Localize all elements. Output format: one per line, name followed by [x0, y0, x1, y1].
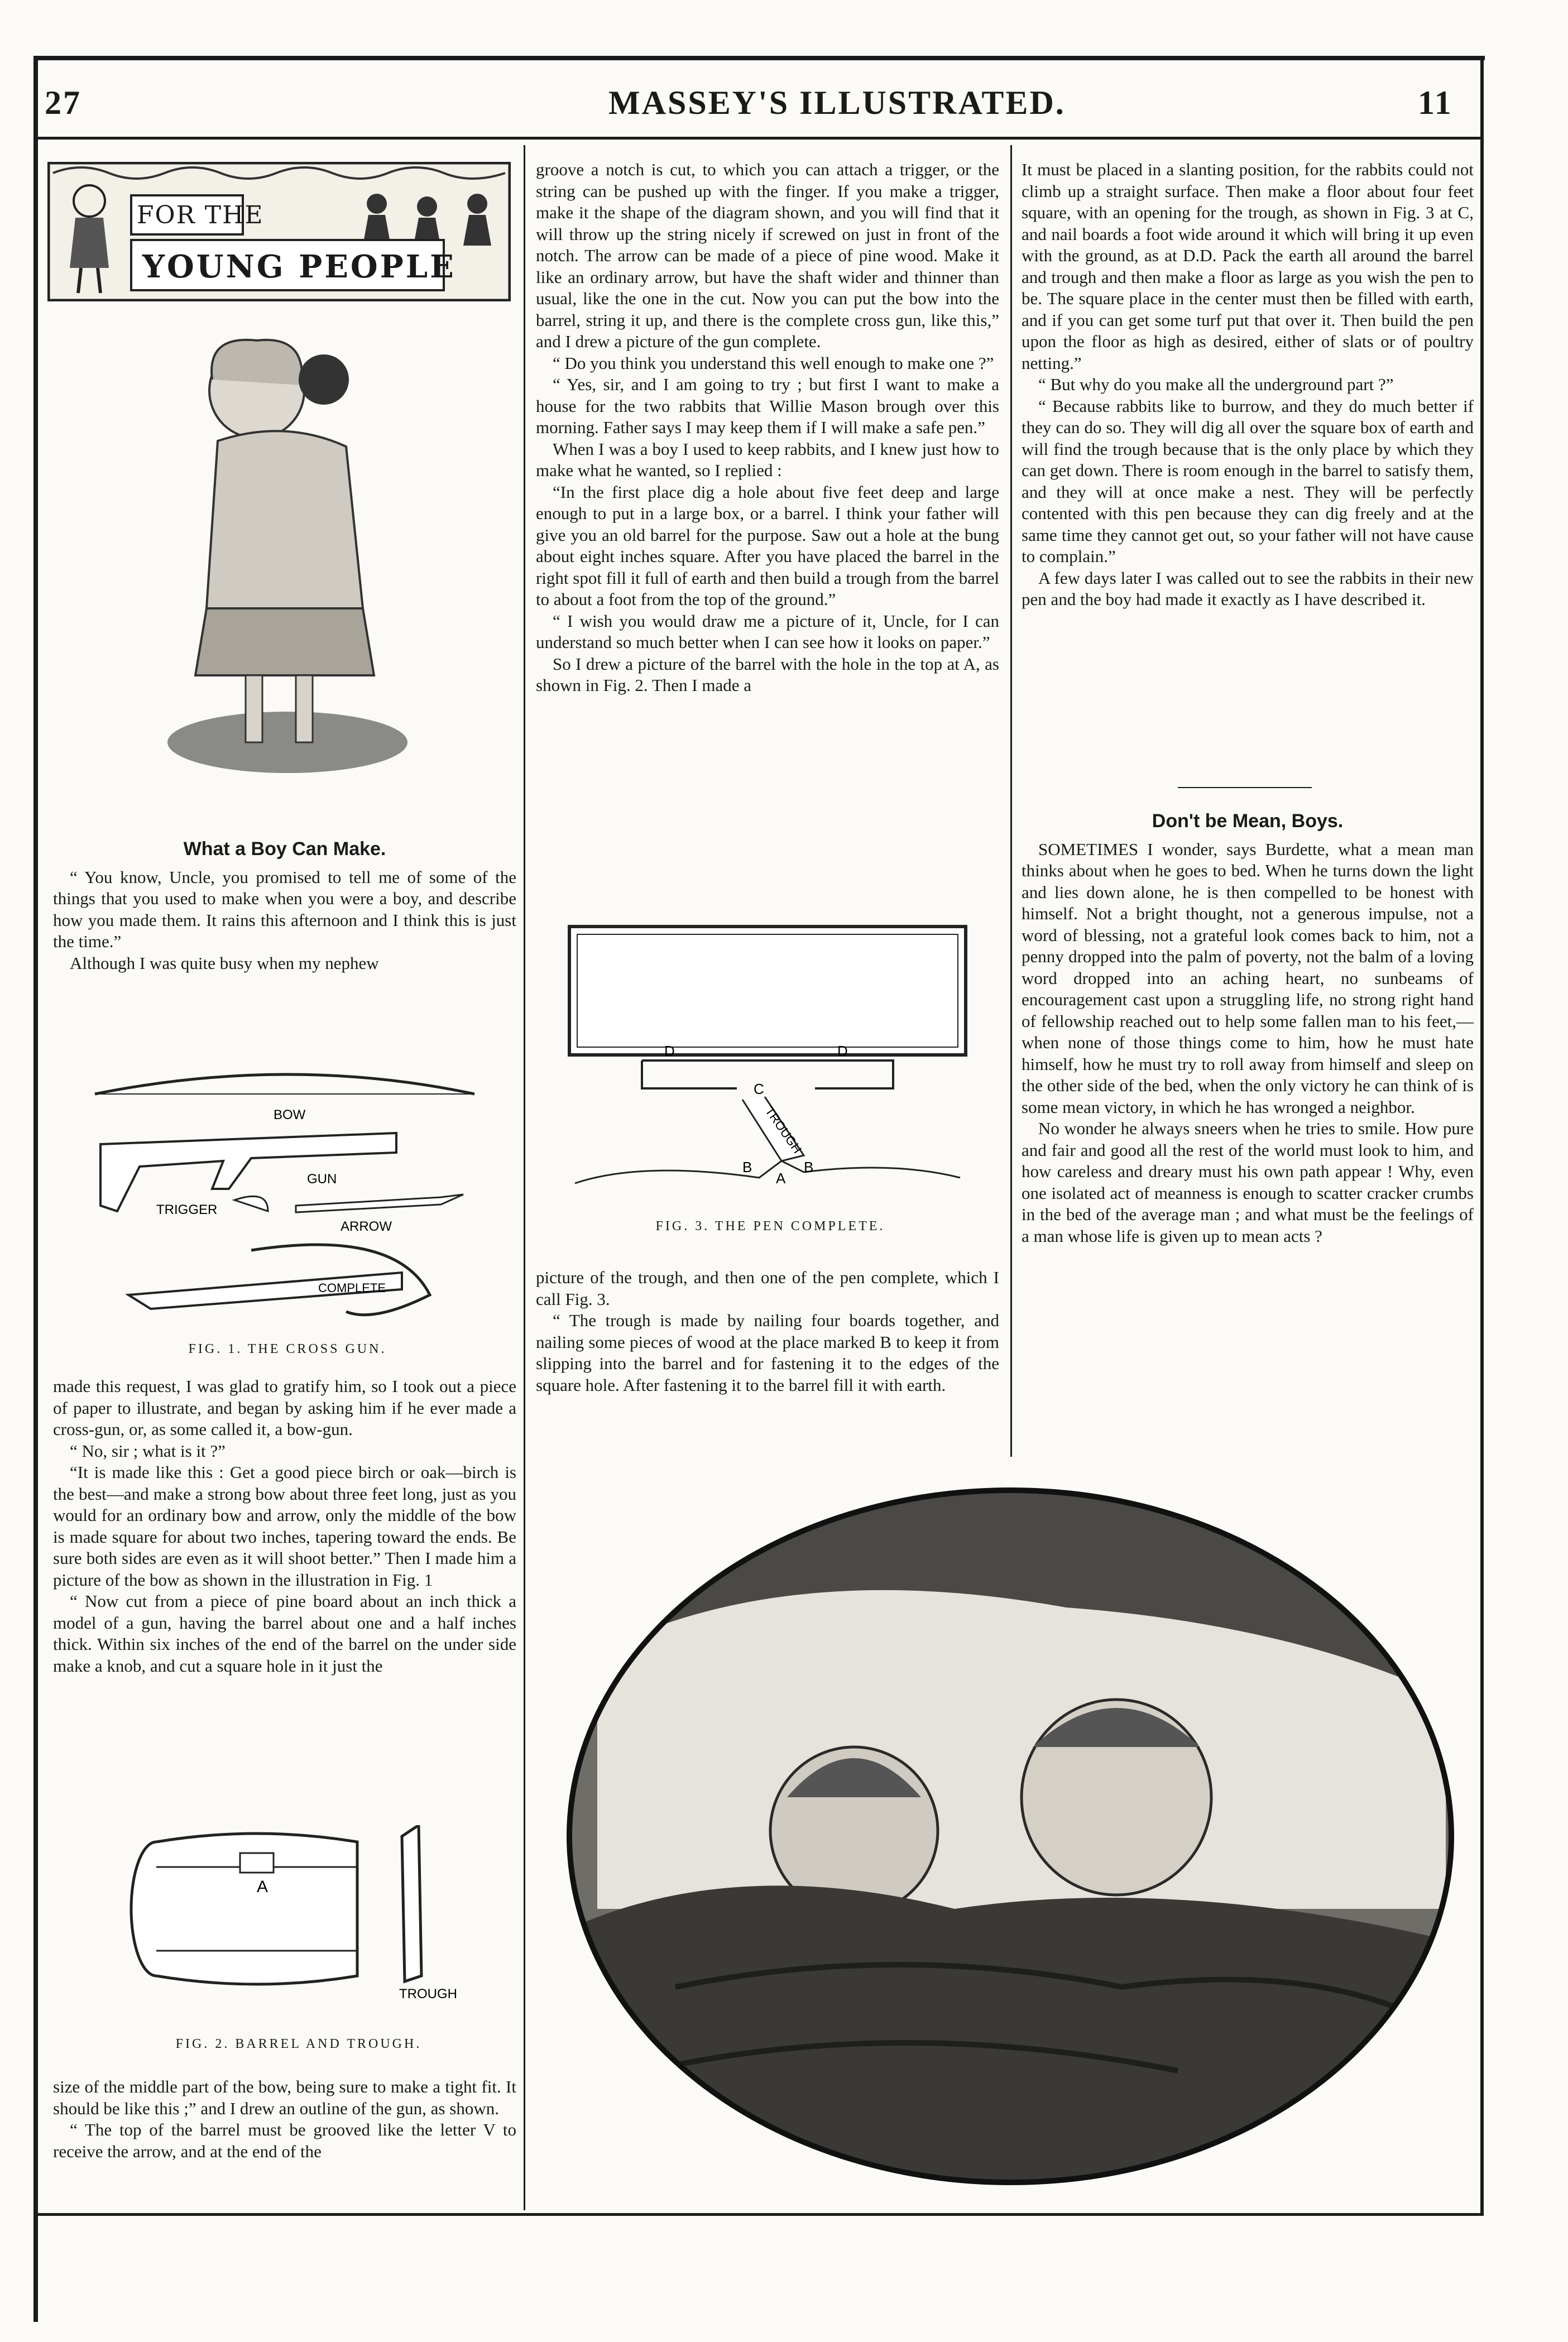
- paragraph: “ Now cut from a piece of pine board about an inch thick a model of a gun, having the barrel about one and a half inches thick. Within six inches of the end of the barrel on the under side make a knob, and cut a square hole in it just the: [53, 1591, 516, 1676]
- paragraph: made this request, I was glad to gratify him, so I took out a piece of paper to illustrate, and began by asking him if he ever made a cross-gun, or, as some called it, a bow-gun.: [53, 1376, 516, 1439]
- column-1-top: [53, 832, 516, 974]
- paragraph: size of the middle part of the bow, being sure to make a tight fit. It should be like this ;” and I drew an outline of the gun, as shown.: [53, 2077, 516, 2118]
- page-top-rule: [33, 56, 1485, 60]
- figure-1-caption: FIG. 1. THE CROSS GUN.: [188, 1342, 387, 1356]
- banner-line-2: YOUNG PEOPLE: [142, 248, 456, 285]
- paragraph: So I drew a picture of the barrel with the hole in the top at A, as shown in Fig. 2. Then I made a: [536, 654, 999, 695]
- article-separator: [1178, 787, 1312, 788]
- paragraph: “It is made like this : Get a good piece birch or oak—birch is the best—and make a strong bow about three feet long, just as you would for an ordinary bow and arrow, only the middle of the bow is made square for about two inches, tapering toward the ends. Be sure both sides are even as it will shoot better.” Then I made him a picture of the bow as shown in the illustration in Fig. 1: [53, 1462, 516, 1590]
- girl-with-doll-illustration: [162, 318, 413, 776]
- paragraph: It must be placed in a slanting position, for the rabbits could not climb up a straight surface. Then make a floor about four feet square, with an opening for the trough, as shown in Fig. 3 at C, and nail boards a foot wide around it which will bring it up even with the ground, as at D.D. Pack the earth all around the barrel and trough and then make a floor as large as you wish the pen to be. The square place in the center must then be filled with earth, and if you can get some turf put that over it. Then build the pen upon the floor as high as desired, either of slats or of poultry netting.”: [1022, 160, 1474, 373]
- paragraph: groove a notch is cut, to which you can attach a trigger, or the string can be pushed up with the finger. If you make a trigger, make it the shape of the diagram shown, and you will find that it will throw up the string nicely if screwed on just in front of the notch. The arrow can be made of a piece of pine wood. Make it like an ordinary arrow, but have the shaft wider and thinner than usual, like the one in the cut. Now you can put the bow into the barrel, string it up, and there is the complete cross gun, like this,” and I drew a picture of the gun complete.: [536, 160, 999, 351]
- fig1-label-arrow: ARROW: [341, 1219, 392, 1234]
- page-number-left: 27: [45, 84, 81, 121]
- fig3-label-b-left: B: [742, 1159, 752, 1175]
- column-1-middle: [53, 1376, 516, 1677]
- figure-2-barrel-and-trough: [117, 1825, 480, 2060]
- page-number-right: 11: [1418, 84, 1453, 121]
- footer-rule: [33, 2213, 1484, 2216]
- fig3-label-d-left: D: [664, 1043, 675, 1059]
- paragraph: A few days later I was called out to see the rabbits in their new pen and the boy had made it exactly as I have described it.: [1022, 568, 1474, 609]
- fig3-label-trough: TROUGH: [762, 1104, 805, 1156]
- fig3-label-d-right: D: [837, 1043, 848, 1059]
- paragraph: picture of the trough, and then one of the pen complete, which I call Fig. 3.: [536, 1268, 999, 1309]
- sleeping-children-illustration: [564, 1485, 1457, 2188]
- paragraph: “ Yes, sir, and I am going to try ; but first I want to make a house for the two rabbits that Willie Mason brough over this morning. Father says I may keep them if I will make a safe pen.”: [536, 375, 999, 437]
- paragraph: When I was a boy I used to keep rabbits, and I knew just how to make what he wanted, so I replied :: [536, 439, 999, 480]
- fig3-label-c: C: [754, 1081, 764, 1097]
- article-title-what-a-boy-can-make: What a Boy Can Make.: [183, 838, 386, 860]
- column-divider-1: [524, 145, 525, 2210]
- figure-2-caption: FIG. 2. BARREL AND TROUGH.: [175, 2037, 422, 2051]
- paragraph: “ Because rabbits like to burrow, and they do much better if they can do so. They will dig all over the square box of earth and will find the trough because that is the only place by which they can get down. There is room enough in the barrel to satisfy them, and they will at once make a nest. They will be perfectly contented with this pen because they can dig freely and at the same time they cannot get out, so your father will not have cause to complain.”: [1022, 396, 1474, 566]
- publication-title: MASSEY'S ILLUSTRATED.: [608, 84, 1066, 121]
- column-2-top: [536, 159, 999, 697]
- paragraph: SOMETIMES I wonder, says Burdette, what a mean man thinks about when he goes to bed. When he turns down the light and lies down alone, he is then compelled to be honest with himself. Not a bright thought, not a generous impulse, not a word of blessing, not a grateful look comes back to him, not a penny dropped into the palm of poverty, not the balm of a loving word dropped into an aching heart, no sunbeams of encouragement cast upon a struggling life, no strong right hand of fellowship reached out to help some fallen man to his feet,—when none of those things come to him, how he must hate himself, how he must try to roll away from himself and sleep on the other side of the bed, when the only victory he can think of is some mean victory, in which he has wronged a neighbor.: [1022, 839, 1474, 1117]
- paragraph: “ But why do you make all the underground part ?”: [1038, 375, 1394, 394]
- paragraph: No wonder he always sneers when he tries to smile. How pure and fair and good all the rest of the world must look to him, and how careless and dreary must his own path appear ! Why, even one isolated act of meanness is enough to scatter cracker crumbs in the bed of the average man ; and what must be the feelings of a man whose life is given up to mean acts ?: [1022, 1119, 1474, 1246]
- header-bottom-rule: [33, 137, 1484, 140]
- column-2-bottom: [536, 1267, 999, 1396]
- fig2-label-a: A: [257, 1878, 268, 1896]
- column-3-bottom: [1022, 804, 1474, 1247]
- figure-3-pen-complete: [558, 915, 982, 1250]
- article-title-dont-be-mean: Don't be Mean, Boys.: [1152, 810, 1344, 832]
- page-left-rule: [33, 56, 38, 2322]
- figure-3-caption: FIG. 3. THE PEN COMPLETE.: [655, 1219, 885, 1234]
- fig1-label-complete: COMPLETE: [318, 1281, 386, 1295]
- paragraph: Although I was quite busy when my nephew: [70, 953, 379, 973]
- fig1-label-bow: BOW: [274, 1107, 306, 1122]
- fig3-label-a: A: [776, 1170, 786, 1187]
- paragraph: “ I wish you would draw me a picture of it, Uncle, for I can understand so much better when I can see how it looks on paper.”: [536, 611, 999, 652]
- paragraph: “ No, sir ; what is it ?”: [70, 1441, 226, 1461]
- paragraph: “In the first place dig a hole about five feet deep and large enough to put in a large box, or a barrel. I think your father will give you an old barrel for the purpose. Saw out a hole at the bung about eight inches square. After you have placed the barrel in the right spot fill it full of earth and then build a trough from the barrel to about a foot from the top of the ground.”: [536, 482, 999, 609]
- page-right-rule: [1480, 56, 1484, 2216]
- fig3-label-b-right: B: [804, 1159, 814, 1175]
- fig1-label-trigger: TRIGGER: [156, 1202, 218, 1217]
- paragraph: “ Do you think you understand this well enough to make one ?”: [553, 353, 994, 373]
- column-1-bottom: [53, 2076, 516, 2162]
- fig1-label-gun: GUN: [307, 1172, 337, 1187]
- paragraph: “ You know, Uncle, you promised to tell me of some of the things that you used to make when you were a boy, and describe how you made them. It rains this afternoon and I think this is just the time.”: [53, 867, 516, 951]
- paragraph: “ The top of the barrel must be grooved like the letter V to receive the arrow, and at the end of the: [53, 2120, 516, 2161]
- paragraph: “ The trough is made by nailing four boards together, and nailing some pieces of wood at the place marked B to keep it from slipping into the barrel and for fastening it to the edges of the square hole. After fastening it to the barrel fill it with earth.: [536, 1311, 999, 1395]
- column-divider-2: [1010, 145, 1012, 1457]
- young-people-banner: [47, 162, 511, 301]
- column-3-top: [1022, 159, 1474, 611]
- fig2-label-trough: TROUGH: [399, 1986, 457, 2002]
- banner-line-1: FOR THE: [137, 201, 264, 229]
- figure-1-cross-gun: [84, 1060, 491, 1362]
